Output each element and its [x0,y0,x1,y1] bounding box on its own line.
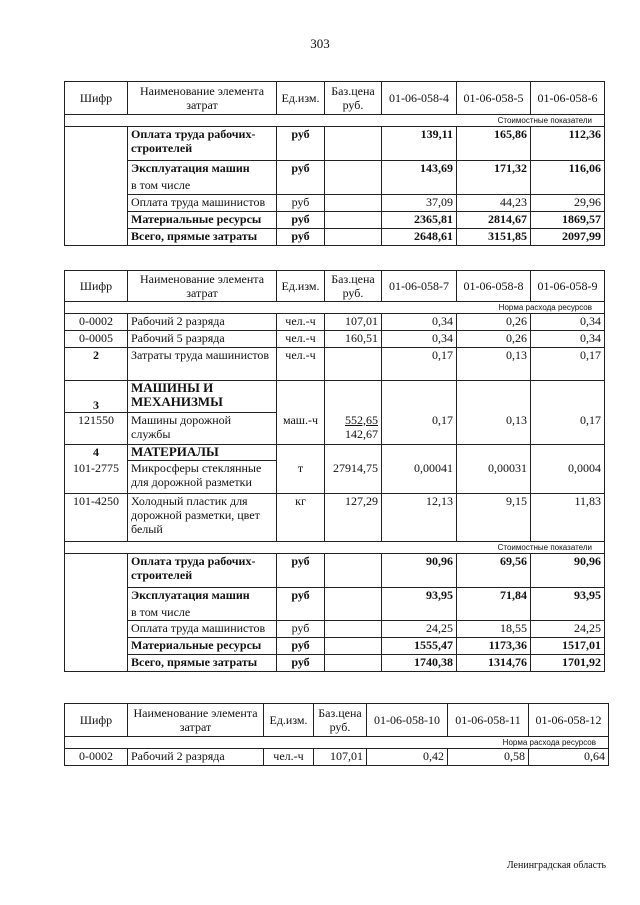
table-header-row [65,82,605,115]
header-code: Шифр [65,704,128,737]
header-code: Шифр [65,82,128,115]
header-col-3: 01-06-058-12 [529,704,609,737]
header-col-1: 01-06-058-4 [382,82,457,115]
section-label: Норма расхода ресурсов [65,737,609,749]
header-col-3: 01-06-058-9 [531,271,605,302]
table-row: Материальные ресурсы руб 2365,81 2814,67 1869,57 [65,212,605,229]
footer-region: Ленинградская область [506,860,606,871]
table-row: Всего, прямые затраты руб 2648,61 3151,85 2097,99 [65,229,605,246]
header-base-price: Баз.цена руб. [325,82,382,115]
table-row: 0-0002 Рабочий 2 разряда чел.-ч 107,01 0,34 0,26 0,34 [65,314,605,331]
table-row: 101-2775 Микросферы стеклянные для дорожной разметки т 27914,75 0,00041 0,00031 0,0004 [65,461,605,494]
table-row: 121550 Машины дорожной службы маш.-ч 552,65 142,67 0,17 0,13 0,17 [65,413,605,445]
header-col-2: 01-06-058-5 [457,82,531,115]
table-header-row [65,704,609,737]
table-row: Оплата труда машинистов руб 24,25 18,55 24,25 [65,621,605,638]
table-row: Всего, прямые затраты руб 1740,38 1314,76 1701,92 [65,655,605,672]
table-row: Оплата труда рабочих-строителей руб 90,96 69,56 90,96 [65,554,605,588]
header-code: Шифр [65,271,128,302]
table-row: 0-0002 Рабочий 2 разряда чел.-ч 107,01 0,42 0,58 0,64 [65,749,609,766]
header-name: Наименование элемента затрат [128,271,277,302]
table-row: Материальные ресурсы руб 1555,47 1173,36 1517,01 [65,638,605,655]
header-name: Наименование элемента затрат [128,82,277,115]
table-row: Оплата труда рабочих-строителей руб 139,11 165,86 112,36 [65,127,605,161]
table-row: в том числе [65,178,605,195]
section-label: Стоимостные показатели [65,542,605,554]
table-header-row [65,271,605,302]
table-row: 3 МАШИНЫ И МЕХАНИЗМЫ [65,381,605,413]
cost-table-3 [64,703,609,766]
table-row: Эксплуатация машин руб 143,69 171,32 116,06 [65,161,605,178]
header-unit: Ед.изм. [277,271,325,302]
table-row: 0-0005 Рабочий 5 разряда чел.-ч 160,51 0,34 0,26 0,34 [65,331,605,348]
cost-table-2 [64,270,605,672]
table-row: Эксплуатация машин руб 93,95 71,84 93,95 [65,588,605,605]
page-number: 303 [310,36,330,51]
table-row: Оплата труда машинистов руб 37,09 44,23 29,96 [65,195,605,212]
table-row: 2 Затраты труда машинистов чел.-ч 0,17 0,13 0,17 [65,348,605,381]
section-label: Норма расхода ресурсов [65,302,605,314]
header-col-1: 01-06-058-7 [382,271,457,302]
table-row: 4 МАТЕРИАЛЫ [65,445,605,461]
header-unit: Ед.изм. [264,704,314,737]
header-base-price: Баз.цена руб. [314,704,367,737]
header-col-2: 01-06-058-11 [448,704,529,737]
header-col-2: 01-06-058-8 [457,271,531,302]
section-label: Стоимостные показатели [65,115,605,127]
header-col-3: 01-06-058-6 [531,82,605,115]
header-base-price: Баз.цена руб. [325,271,382,302]
header-unit: Ед.изм. [277,82,325,115]
table-row: 101-4250 Холодный пластик для дорожной разметки, цвет белый кг 127,29 12,13 9,15 11,83 [65,494,605,542]
table-row: в том числе [65,605,605,621]
cost-table-1 [64,81,605,246]
header-name: Наименование элемента затрат [128,704,264,737]
header-col-1: 01-06-058-10 [367,704,448,737]
